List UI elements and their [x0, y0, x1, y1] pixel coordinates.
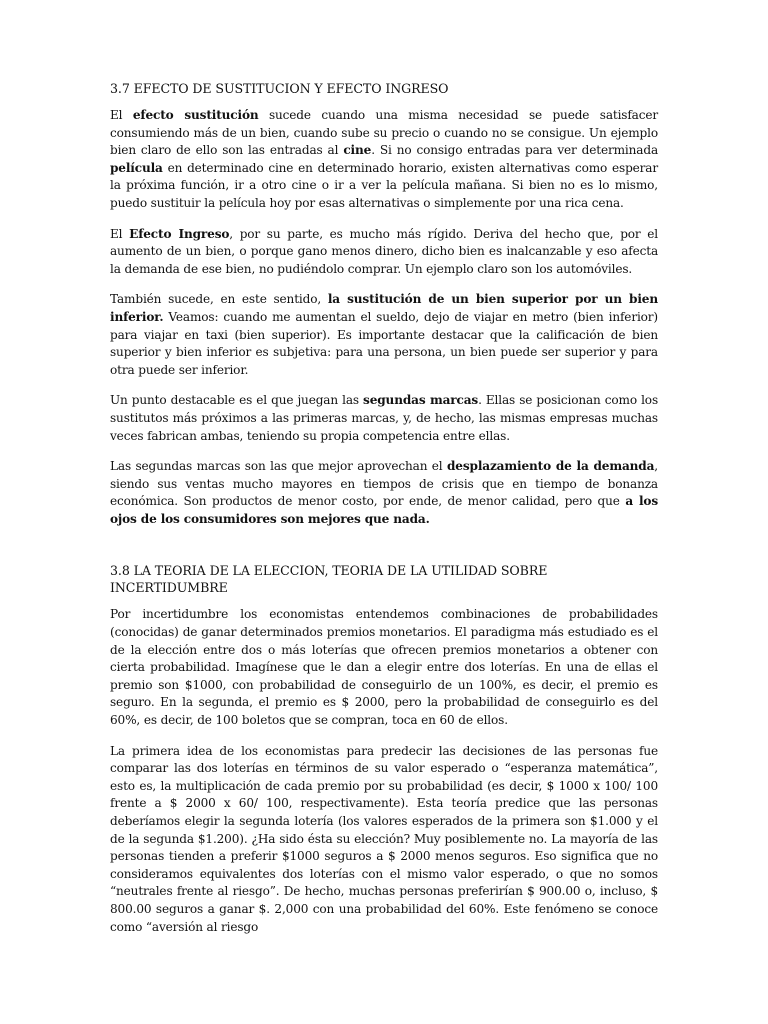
- paragraph-efecto-sustitucion: [110, 107, 658, 213]
- bold-run: película: [110, 160, 163, 175]
- bold-run: efecto sustitución: [132, 108, 259, 122]
- paragraph-efecto-ingreso: [110, 226, 658, 279]
- bold-run: cine: [343, 143, 372, 158]
- bold-run: desplazamiento de la demanda: [447, 459, 655, 474]
- bold-run: segundas marcas: [363, 393, 479, 408]
- bold-run: Efecto Ingreso: [129, 226, 230, 241]
- document-content: [110, 80, 658, 949]
- text-run: Veamos: cuando me aumentan el sueldo, dejo de viajar en metro (bien inferior) para viajar en taxi (bien superior). Es importante destacar que la calificación de bien superior y bien inferior es subjetiva: para una persona, un bien puede ser superior y para otra puede ser inferior.: [110, 309, 658, 377]
- bold-run: a los ojos de los consumidores son mejores que nada.: [110, 494, 658, 526]
- text-run: . Si no consigo entradas para ver determinada: [371, 143, 658, 158]
- paragraph-valor-esperado: [110, 743, 658, 937]
- paragraph-desplazamiento-demanda: [110, 458, 658, 528]
- text-run: en determinado cine en determinado horario, existen alternativas como esperar la próxima función, ir a otro cine o ir a ver la película mañana. Si bien no es lo mismo, puedo sustituir la película hoy por esas alternativas o simplemente por una rica cena.: [110, 160, 658, 210]
- paragraph-bien-superior-inferior: [110, 291, 658, 379]
- text-run: También sucede, en este sentido,: [110, 292, 328, 307]
- text-run: . Ellas se posicionan como los sustitutos más próximos a las primeras marcas, y, de hecho, las mismas empresas muchas veces fabrican ambas, teniendo su propia competencia entre ellas.: [110, 393, 658, 443]
- text-run: , siendo sus ventas mucho mayores en tiempos de crisis que en tiempo de bonanza económica. Son productos de menor costo, por ende, de menor calidad, pero que: [110, 459, 658, 509]
- text-run: El: [110, 108, 133, 122]
- paragraph-incertidumbre: [110, 606, 658, 729]
- text-run: Por incertidumbre los economistas entendemos combinaciones de probabilidades (conocidas) de ganar determinados premios monetarios. El paradigma más estudiado es el de la elección entre dos o más loterías que ofrecen premios monetarios a obtener con cierta probabilidad. Imagínese que le dan a elegir entre dos loterías. En una de ellas el premio son $1000, con probabilidad de conseguirlo de un 100%, es decir, el premio es seguro. En la segunda, el premio es $ 2000, pero la probabilidad de conseguirlo es del 60%, es decir, de 100 boletos que se compran, toca en 60 de ellos.: [110, 607, 658, 728]
- text-run: La primera idea de los economistas para predecir las decisiones de las personas fue comparar las dos loterías en términos de su valor esperado o “esperanza matemática”, esto es, la multiplicación de cada premio por su probabilidad (es decir, $ 1000 x 100/ 100 frente a $ 2000 x 60/ 100, respectivamente). Esta teoría predice que las personas deberíamos elegir la segunda lotería (los valores esperados de la primera son $1.000 y el de la segunda $1.200). ¿Ha sido ésta su elección? Muy posiblemente no. La mayoría de las personas tienden a preferir $1000 seguros a $ 2000 menos seguros. Eso significa que no consideramos equivalentes dos loterías con el mismo valor esperado, o que no somos “neutrales frente al riesgo”. De hecho, muchas personas preferirían $ 900.00 o, incluso, $ 800.00 seguros a ganar $. 2,000 con una probabilidad del 60%. Este fenómeno se conoce como “aversión al riesgo: [110, 743, 658, 934]
- section-heading-3-8: 3.8 LA TEORIA DE LA ELECCION, TEORIA DE LA UTILIDAD SOBRE INCERTIDUMBRE: [110, 563, 548, 596]
- text-run: Un punto destacable es el que juegan las: [110, 393, 364, 408]
- paragraph-segundas-marcas: [110, 392, 658, 445]
- text-run: Las segundas marcas son las que mejor aprovechan el: [110, 459, 447, 474]
- bold-run: la sustitución de un bien superior por un bien inferior.: [110, 292, 658, 324]
- section-heading-3-7: 3.7 EFECTO DE SUSTITUCION Y EFECTO INGRESO: [110, 81, 449, 96]
- text-run: , por su parte, es mucho más rígido. Deriva del hecho que, por el aumento de un bien, o porque gano menos dinero, dicho bien es inalcanzable y eso afecta la demanda de ese bien, no pudiéndolo comprar. Un ejemplo claro son los automóviles.: [110, 226, 659, 276]
- text-run: sucede cuando una misma necesidad se puede satisfacer consumiendo más de un bien, cuando sube su precio o cuando no se consigue. Un ejemplo bien claro de ello son las entradas al: [110, 108, 659, 158]
- text-run: El: [110, 226, 130, 241]
